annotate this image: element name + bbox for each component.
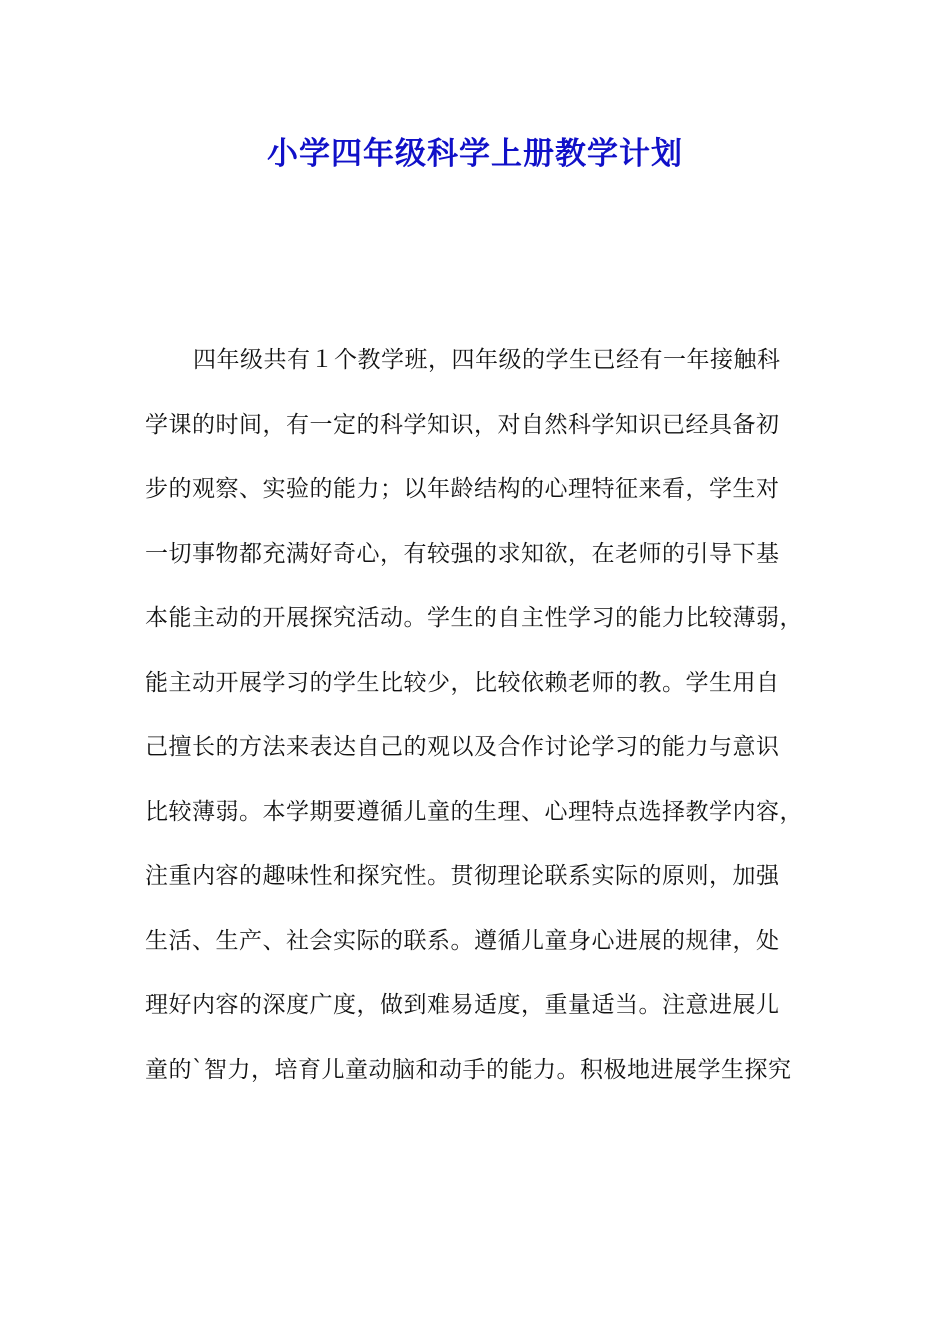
- page-title: 小学四年级科学上册教学计划: [267, 136, 683, 172]
- text-line: 能主动开展学习的学生比较少，比较依赖老师的教。学生用自: [145, 669, 780, 696]
- text-line: 一切事物都充满好奇心，有较强的求知欲，在老师的引导下基: [145, 540, 780, 567]
- text-line: 步的观察、实验的能力；以年龄结构的心理特征来看，学生对: [145, 476, 780, 502]
- text-line: 注重内容的趣味性和探究性。贯彻理论联系实际的原则，加强: [145, 863, 780, 889]
- text-line: 比较薄弱。本学期要遵循儿童的生理、心理特点选择教学内容，: [145, 798, 803, 825]
- body-paragraph: [145, 338, 825, 1112]
- text-line: 童的`智力，培育儿童动脑和动手的能力。积极地进展学生探究: [145, 1056, 792, 1083]
- text-line: 生活、生产、社会实际的联系。遵循儿童身心进展的规律，处: [145, 927, 780, 954]
- text-line: 四年级共有１个教学班，四年级的学生已经有一年接触科: [193, 347, 781, 373]
- text-line: 理好内容的深度广度，做到难易适度，重量适当。注意进展儿: [145, 992, 780, 1018]
- text-line: 学课的时间，有一定的科学知识，对自然科学知识已经具备初: [145, 411, 780, 438]
- text-line: 己擅长的方法来表达自己的观以及合作讨论学习的能力与意识: [145, 734, 780, 760]
- text-line: 本能主动的开展探究活动。学生的自主性学习的能力比较薄弱，: [145, 605, 803, 631]
